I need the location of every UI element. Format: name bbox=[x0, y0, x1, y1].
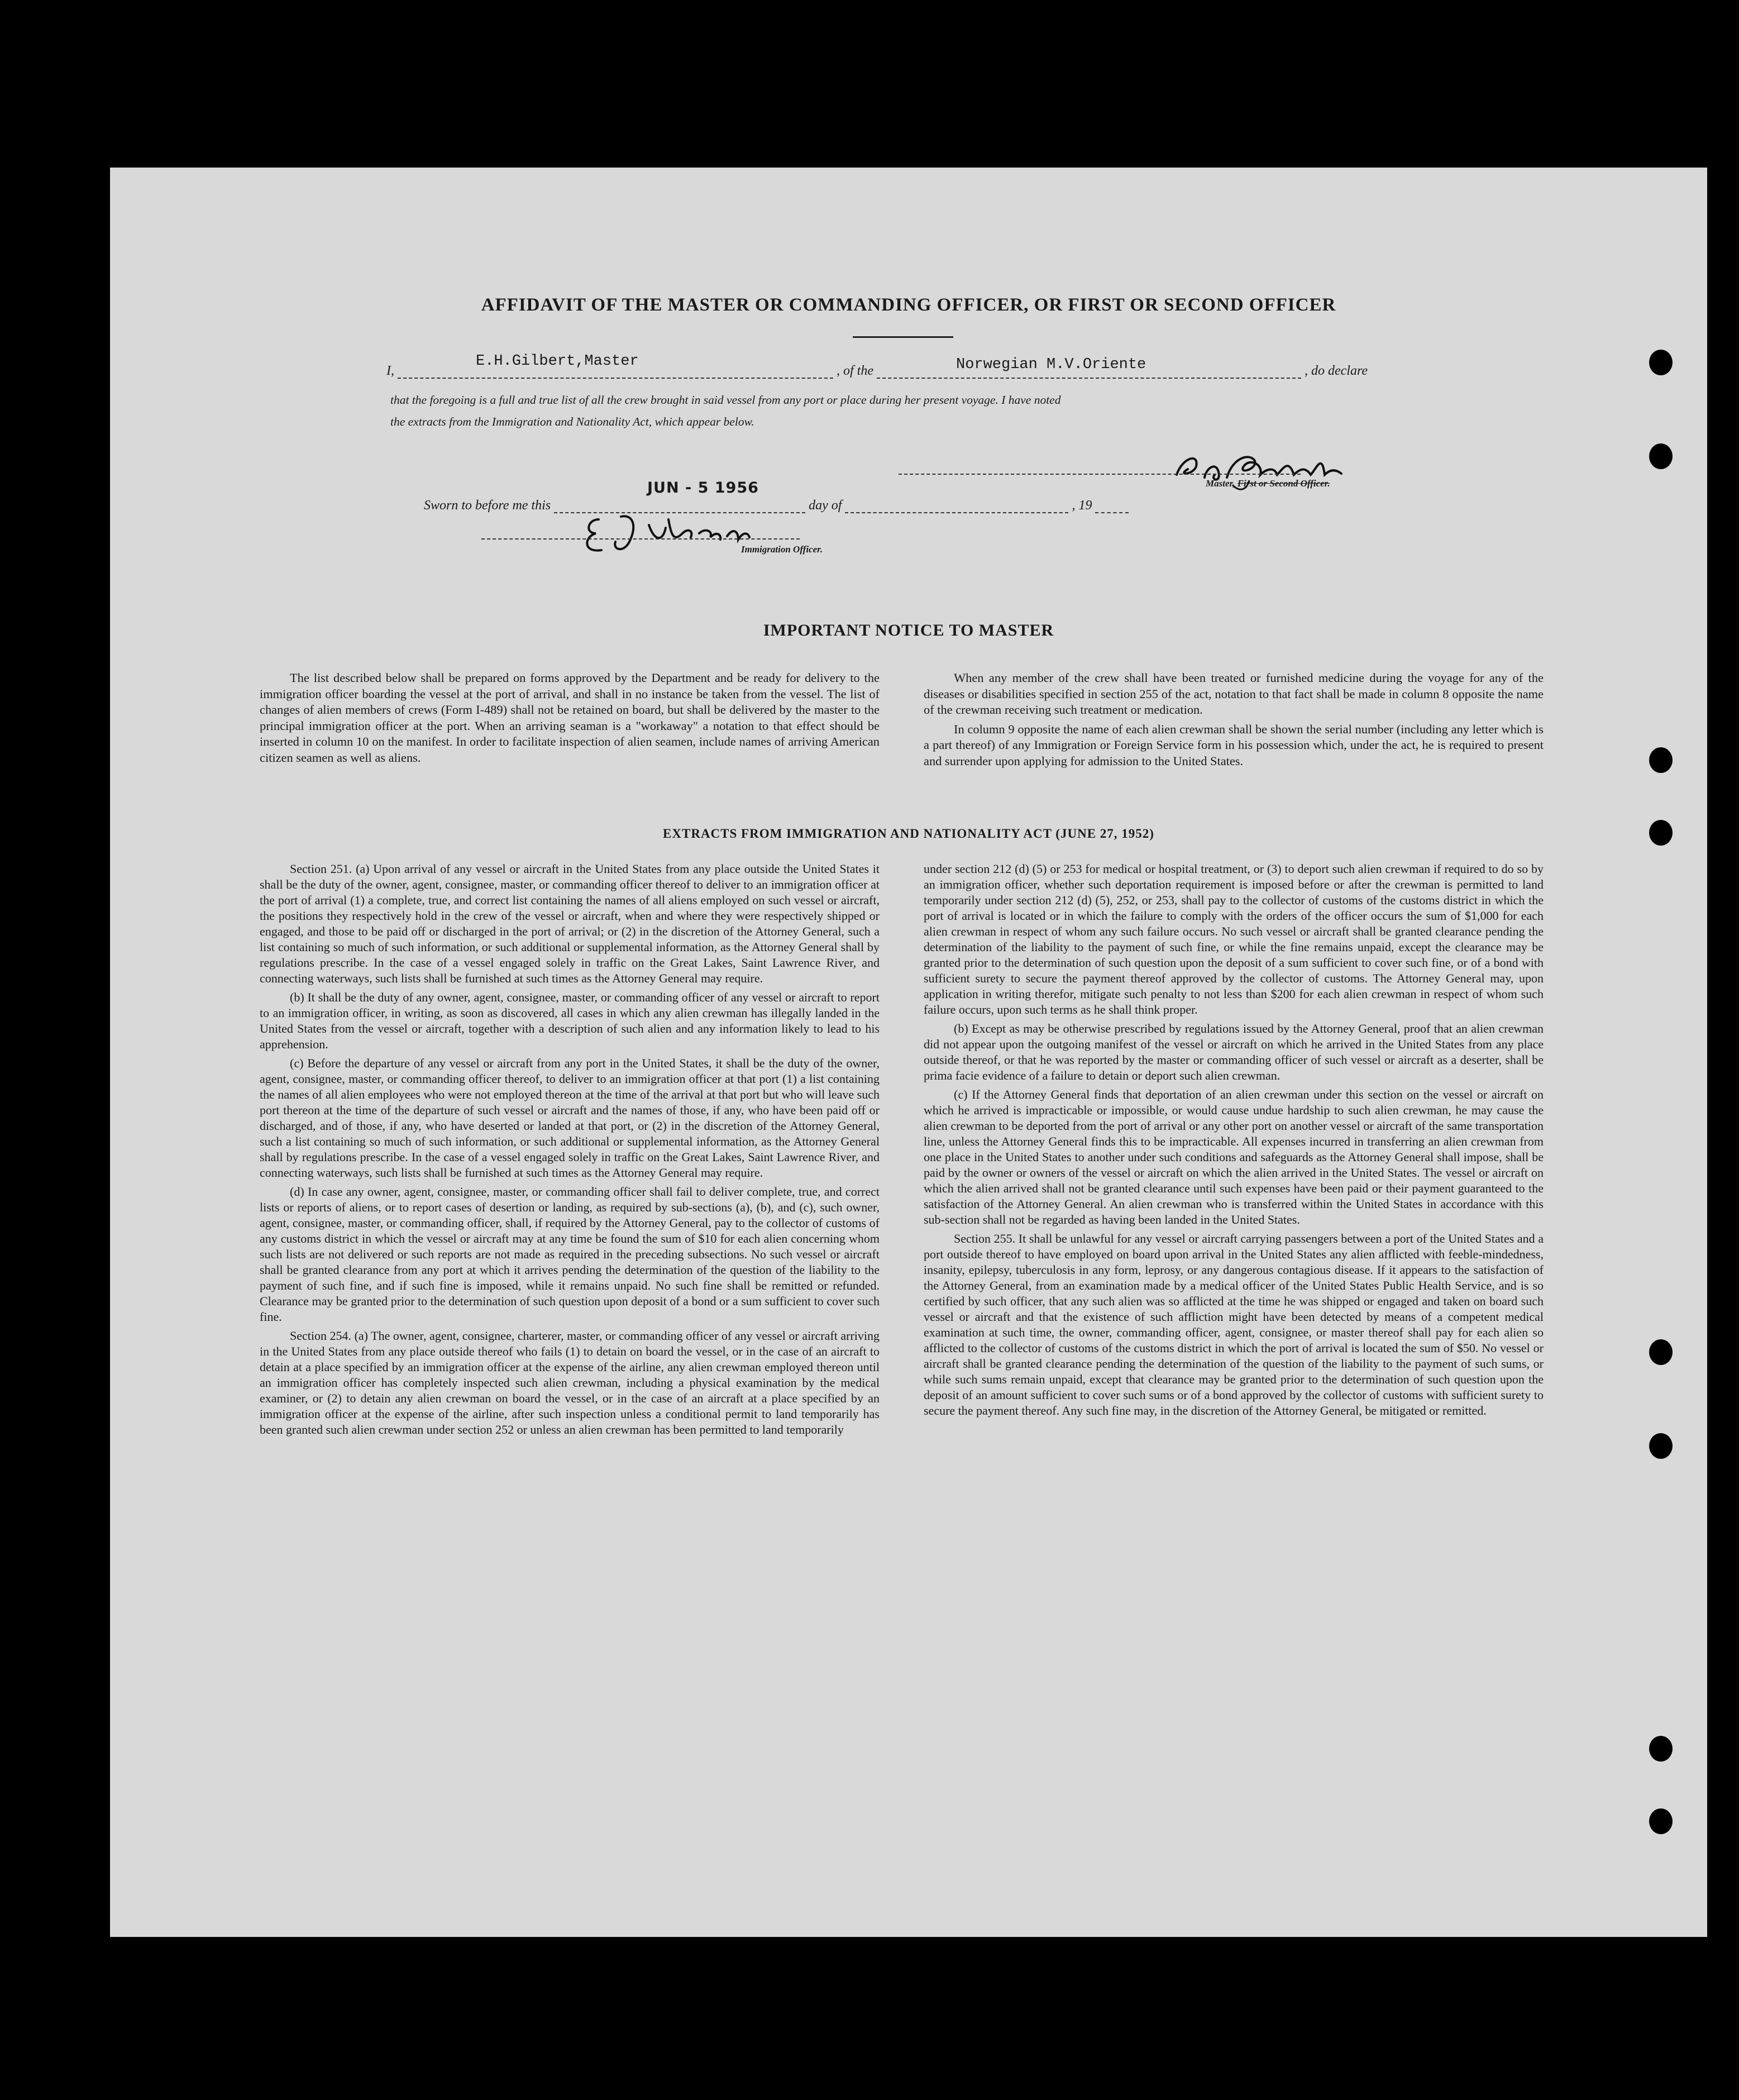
do-declare-label: , do declare bbox=[1305, 364, 1368, 378]
sworn-date-stamp: JUN - 5 1956 bbox=[647, 479, 759, 497]
section-251-c: (c) Before the departure of any vessel or aircraft from any port in the United States, it shall be the duty of the owner, agent, consignee, master, or commanding officer thereof, to deliver to an immigration officer at that port (1) a list containing the names of all alien employees who were not employed thereon at the time of the arrival at that port but who will leave such port thereon at the time of the departure of such vessel or aircraft and the names of those, if any, who have been paid off or discharged, and of those, if any, who have deserted or landed at that port, or (2) in the discretion of the Attorney General, such a list containing so much of such information, or such additional or supplemental information, as the Attorney General shall by regulations prescribe. In the case of a vessel engaged solely in traffic on the Great Lakes, Saint Lawrence River, and connecting waterways, such lists shall be furnished at such times as the Attorney General may require. bbox=[260, 1056, 880, 1180]
master-caption-prefix: Master, bbox=[1206, 478, 1238, 489]
section-254-a: Section 254. (a) The owner, agent, consignee, charterer, master, or commanding officer of any vessel or aircraft arriving in the United States from any place outside thereof who fails (1) to detain on board the vessel, or in the case of an aircraft to detain at a place specified by an immigration officer at the expense of the airline, any alien crewman employed thereon until an immigration officer has completely inspected such alien crewman, including a physical examination by the medical examiner, or (2) to detain any alien crewman on board the vessel, or in the case of an aircraft at a place specified by an immigration officer at the expense of the airline, after such inspection unless a conditional permit to land temporarily has been granted such alien crewman under section 252 or unless an alien crewman has been permitted to land temporarily bbox=[260, 1329, 880, 1436]
extracts-right-column bbox=[924, 861, 1544, 1422]
vessel-typed: Norwegian M.V.Oriente bbox=[956, 356, 1146, 373]
sworn-month-field bbox=[845, 500, 1068, 513]
day-of-label: day of bbox=[809, 498, 842, 513]
declaration-line-1: that the foregoing is a full and true list of all the crew brought in said vessel from any port or place during her present voyage. I have noted bbox=[390, 393, 1061, 407]
section-254-b: (b) Except as may be otherwise prescribed by regulations issued by the Attorney General, proof that an alien crewman did not appear upon the outgoing manifest of the vessel or aircraft on which he arrived in the United States from any place outside thereof, or that he was reported by the master or commanding officer of such vessel or aircraft as a deserter, shall be prima facie evidence of a failure to detain or deport such alien crewman. bbox=[924, 1022, 1544, 1082]
notice-title: IMPORTANT NOTICE TO MASTER bbox=[763, 621, 1054, 639]
section-251-d: (d) In case any owner, agent, consignee, master, or commanding officer shall fail to deliver complete, true, and correct lists or reports of aliens, or to report cases of desertion or landing, as required by sub-sections (a), (b), and (c), such owner, agent, consignee, master, or commanding officer, shall, if required by the Attorney General, pay to the collector of customs of any customs district in which the vessel or aircraft may at any time be found the sum of $10 for each alien concerning whom such lists are not delivered or such reports are not made as required in the preceding subsections. No such vessel or aircraft shall be granted clearance from any port at which it arrives pending the determination of the question of the liability to the payment of such fine, and if such fine is imposed, while it remains unpaid. No such fine shall be remitted or refunded. Clearance may be granted prior to the determination of such question upon deposit of a bond or a sum sufficient to cover such fine. bbox=[260, 1185, 880, 1324]
punch-hole bbox=[1649, 1736, 1673, 1762]
document-page bbox=[110, 168, 1707, 1937]
punch-hole bbox=[1649, 443, 1673, 469]
declarant-typed: E.H.Gilbert,Master bbox=[476, 353, 639, 370]
punch-hole bbox=[1649, 1808, 1673, 1834]
affidavit-title: AFFIDAVIT OF THE MASTER OR COMMANDING OFFICER, OR FIRST OR SECOND OFFICER bbox=[481, 295, 1336, 315]
section-251-b: (b) It shall be the duty of any owner, agent, consignee, master, or commanding officer of any vessel or aircraft to report to an immigration officer, in writing, as soon as discovered, all cases in which any alien crewman has illegally landed in the United States from the vessel or aircraft, together with a description of such alien and any information likely to lead to his apprehension. bbox=[260, 990, 880, 1051]
punch-hole bbox=[1649, 1433, 1673, 1459]
sworn-label: Sworn to before me this bbox=[424, 498, 551, 513]
punch-hole bbox=[1649, 747, 1673, 773]
of-the-label: , of the bbox=[837, 364, 873, 378]
immigration-officer-caption: Immigration Officer. bbox=[741, 544, 823, 555]
punch-hole bbox=[1649, 1339, 1673, 1365]
immigration-officer-line bbox=[481, 538, 800, 540]
master-signature-line bbox=[899, 474, 1301, 475]
master-caption bbox=[1206, 478, 1330, 489]
sworn-year-field bbox=[1095, 500, 1129, 513]
extracts-left-column bbox=[260, 861, 880, 1441]
notice-left-text: The list described below shall be prepared on forms approved by the Department and be ready for delivery to the immigration officer boarding the vessel at the port of arrival, and shall in no instance be taken from the vessel. The list of changes of alien members of crews (Form I-489) shall not be retained on board, but shall be delivered by the master to the principal immigration officer at the port. When an arriving seaman is a "workaway" a notation to that effect should be inserted in column 10 on the manifest. In order to facilitate inspection of alien seamen, include names of arriving American citizen seamen as well as aliens. bbox=[260, 671, 880, 765]
year-label: , 19 bbox=[1072, 498, 1092, 513]
punch-hole bbox=[1649, 350, 1673, 375]
notice-right-text-1: When any member of the crew shall have been treated or furnished medicine during the voyage for any of the diseases or disabilities specified in section 255 of the act, notation to that fact shall be made in column 8 opposite the name of the crewman receiving such treatment or medication. bbox=[924, 671, 1544, 717]
notice-left bbox=[260, 670, 880, 770]
i-label: I, bbox=[386, 364, 394, 378]
section-251-a: Section 251. (a) Upon arrival of any vessel or aircraft in the United States from any place outside the United States it shall be the duty of the owner, agent, consignee, master, or commanding officer thereof to deliver to an immigration officer at the port of arrival (1) a complete, true, and correct list containing the names of all aliens employed on such vessel or aircraft, the positions they respectively hold in the crew of the vessel or aircraft, when and where they were respectively shipped or engaged, and those to be paid off or discharged in the port of arrival; or (2) in the discretion of the Attorney General, such a list containing so much of such information, or such additional or supplemental information, as the Attorney General shall by regulations prescribe. In the case of a vessel engaged solely in traffic on the Great Lakes, Saint Lawrence River, and connecting waterways, such lists shall be furnished at such times as the Attorney General may require. bbox=[260, 862, 880, 985]
section-255: Section 255. It shall be unlawful for any vessel or aircraft carrying passengers between a port of the United States and a port outside thereof to have employed on board upon arrival in the United States any alien afflicted with feeble-mindedness, insanity, epilepsy, tuberculosis in any form, leprosy, or any dangerous contagious disease. If it appears to the satisfaction of the Attorney General, from an examination made by a medical officer of the United States Public Health Service, and is so certified by such officer, that any such alien was so afflicted at the time he was shipped or engaged and taken on board such vessel or aircraft and that the existence of such affliction might have been detected by means of a competent medical examination at such time, the owner, commanding officer, agent, consignee, or master thereof shall pay for each alien so afflicted to the collector of customs of the customs district in which the port of arrival is located the sum of $50. No vessel or aircraft shall be granted clearance pending the determination of the question of the liability to the payment of such sums, or while such sums remain unpaid, except that clearance may be granted prior to the determination of such question upon the deposit of an amount sufficient to cover such sums or of a bond approved by the collector of customs with sufficient surety to secure the payment thereof. Any such fine may, in the discretion of the Attorney General, be mitigated or remitted. bbox=[924, 1232, 1544, 1417]
section-254-a-continued: under section 212 (d) (5) or 253 for medical or hospital treatment, or (3) to deport such alien crewman if required to do so by an immigration officer, whether such deportation requirement is imposed before or after the crewman is permitted to land temporarily under section 212 (d) (5), 252, or 253, shall pay to the collector of customs of the customs district in which the port of arrival is located or in which the failure to comply with the orders of the officer occurs the sum of $1,000 for each alien crewman in respect of whom any such failure occurs. No such vessel or aircraft shall be granted clearance pending the determination of the liability to the payment of such fine, or while the fine remains unpaid, except the clearance may be granted prior to the determination of such question upon the deposit of a sum sufficient to cover such fine, or of a bond with sufficient surety to secure the payment thereof approved by the collector of customs. The Attorney General may, upon application in writing therefor, mitigate such penalty to not less than $200 for each alien crewman in respect of whom such failure occurs, upon such terms as he shall think proper. bbox=[924, 862, 1544, 1016]
master-caption-struck: First or Second Officer. bbox=[1237, 478, 1330, 489]
extracts-title: EXTRACTS FROM IMMIGRATION AND NATIONALITY ACT (JUNE 27, 1952) bbox=[663, 827, 1154, 841]
title-rule bbox=[853, 336, 953, 338]
notice-right bbox=[924, 670, 1544, 773]
notice-right-text-2: In column 9 opposite the name of each alien crewman shall be shown the serial number (including any letter which is a part thereof) of any Immigration or Foreign Service form in his possession which, under the act, he is required to present and surrender upon applying for admission to the United States. bbox=[924, 722, 1544, 768]
section-254-c: (c) If the Attorney General finds that deportation of an alien crewman under this section on the vessel or aircraft on which he arrived is impracticable or impossible, or would cause undue hardship to such alien crewman, he may cause the alien crewman to be deported from the port of arrival or any other port on another vessel or aircraft of the same transportation line, unless the Attorney General finds this to be impracticable. All expenses incurred in transferring an alien crewman from one place in the United States to another under such conditions and safeguards as the Attorney General shall impose, shall be paid by the owner or owners of the vessel or aircraft on which the alien arrived in the United States. The vessel or aircraft on which the alien arrived shall not be granted clearance until such expenses have been paid or their payment guaranteed to the satisfaction of the Attorney General. An alien crewman who is transferred within the United States in accordance with this sub-section shall not be regarded as having been landed in the United States. bbox=[924, 1087, 1544, 1226]
declaration-line-2: the extracts from the Immigration and Nationality Act, which appear below. bbox=[390, 415, 754, 428]
